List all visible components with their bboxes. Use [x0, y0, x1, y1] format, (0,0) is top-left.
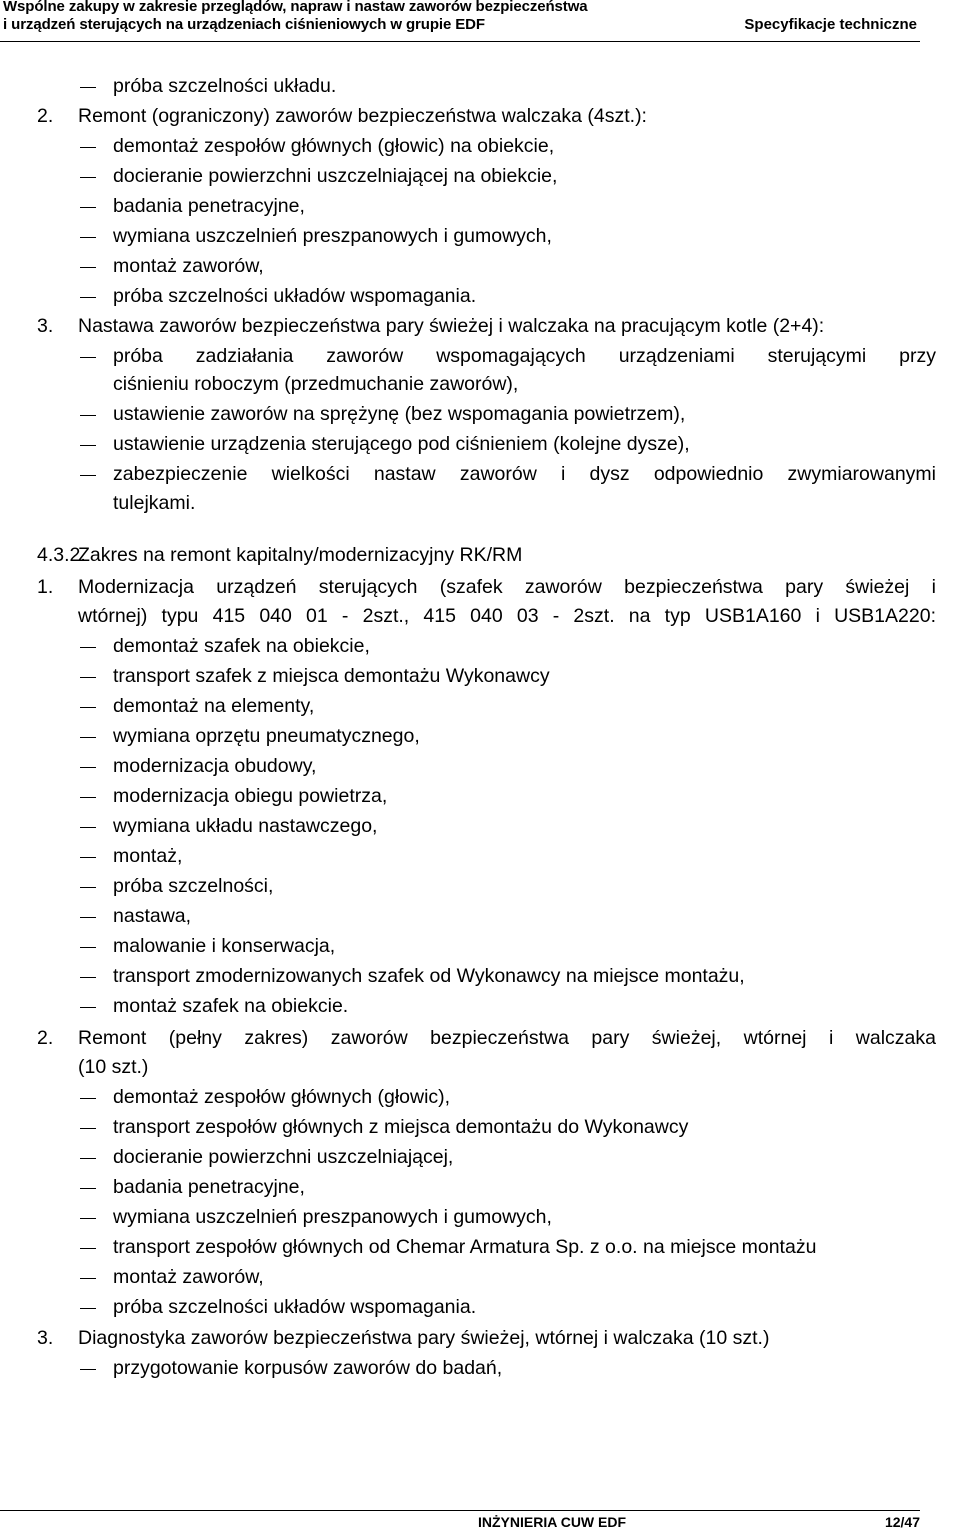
bullet-dash — [80, 1308, 96, 1309]
list-item: docieranie powierzchni uszczelniającej na obiekcie, — [113, 165, 558, 187]
numbered-item-text: Nastawa zaworów bezpieczeństwa pary świeżej i walczaka na pracującym kotle (2+4): — [78, 315, 825, 337]
bullet-dash — [80, 237, 96, 238]
list-item: transport zespołów głównych od Chemar Armatura Sp. z o.o. na miejsce montażu — [113, 1236, 817, 1258]
list-item: montaż, — [113, 845, 183, 867]
bullet-dash — [80, 677, 96, 678]
bullet-dash — [80, 947, 96, 948]
item-number: 1. — [37, 576, 54, 598]
list-item: transport zespołów głównych z miejsca demontażu do Wykonawcy — [113, 1116, 689, 1138]
list-item: montaż szafek na obiekcie. — [113, 995, 349, 1017]
page-footer — [0, 1510, 920, 1531]
bullet-dash — [80, 827, 96, 828]
list-item-continuation: tulejkami. — [113, 492, 196, 514]
numbered-item-text: Remont (pełny zakres) zaworów bezpieczeństwa pary świeżej, wtórnej i walczaka — [78, 1027, 936, 1049]
list-item: ustawienie zaworów na sprężynę (bez wspomagania powietrzem), — [113, 403, 686, 425]
bullet-dash — [80, 1128, 96, 1129]
numbered-item-text: Diagnostyka zaworów bezpieczeństwa pary świeżej, wtórnej i walczaka (10 szt.) — [78, 1327, 770, 1349]
bullet-dash — [80, 917, 96, 918]
numbered-item-text: Modernizacja urządzeń sterujących (szafek zaworów bezpieczeństwa pary świeżej i — [78, 576, 936, 598]
list-item: próba zadziałania zaworów wspomagających urządzeniami sterującymi przy — [113, 345, 936, 367]
bullet-dash — [80, 1188, 96, 1189]
list-item: próba szczelności układu. — [113, 75, 337, 97]
bullet-dash — [80, 297, 96, 298]
footer-divider — [0, 1510, 920, 1511]
list-item: transport szafek z miejsca demontażu Wykonawcy — [113, 665, 550, 687]
bullet-dash — [80, 1007, 96, 1008]
list-item: próba szczelności, — [113, 875, 274, 897]
list-item: badania penetracyjne, — [113, 195, 305, 217]
bullet-dash — [80, 797, 96, 798]
page-header — [0, 0, 920, 44]
bullet-dash — [80, 1248, 96, 1249]
list-item: docieranie powierzchni uszczelniającej, — [113, 1146, 454, 1168]
bullet-dash — [80, 887, 96, 888]
list-item: nastawa, — [113, 905, 192, 927]
bullet-dash — [80, 857, 96, 858]
bullet-dash — [80, 87, 96, 88]
list-item: montaż zaworów, — [113, 255, 264, 277]
list-item: próba szczelności układów wspomagania. — [113, 285, 477, 307]
bullet-dash — [80, 767, 96, 768]
section-number: 4.3.2. — [37, 544, 86, 566]
numbered-item-continuation: (10 szt.) — [78, 1056, 149, 1078]
list-item: modernizacja obudowy, — [113, 755, 317, 777]
list-item: demontaż szafek na obiekcie, — [113, 635, 370, 657]
bullet-dash — [80, 977, 96, 978]
section-title: Zakres na remont kapitalny/modernizacyjny RK/RM — [78, 544, 523, 566]
item-number: 3. — [37, 315, 54, 337]
list-item: malowanie i konserwacja, — [113, 935, 336, 957]
bullet-dash — [80, 177, 96, 178]
item-number: 2. — [37, 105, 54, 127]
bullet-dash — [80, 1098, 96, 1099]
list-item: transport zmodernizowanych szafek od Wykonawcy na miejsce montażu, — [113, 965, 745, 987]
bullet-dash — [80, 475, 96, 476]
list-item: wymiana uszczelnień preszpanowych i gumowych, — [113, 1206, 552, 1228]
bullet-dash — [80, 1278, 96, 1279]
bullet-dash — [80, 147, 96, 148]
list-item: ustawienie urządzenia sterującego pod ciśnieniem (kolejne dysze), — [113, 433, 690, 455]
bullet-dash — [80, 1369, 96, 1370]
numbered-item-continuation: wtórnej) typu 415 040 01 - 2szt., 415 040 03 - 2szt. na typ USB1A160 i USB1A220: — [78, 605, 936, 627]
bullet-dash — [80, 707, 96, 708]
list-item: demontaż zespołów głównych (głowic), — [113, 1086, 451, 1108]
header-title-line1: Wspólne zakupy w zakresie przeglądów, napraw i nastaw zaworów bezpieczeństwa — [3, 0, 588, 15]
bullet-dash — [80, 445, 96, 446]
footer-brand: INŻYNIERIA CUW EDF — [478, 1514, 627, 1530]
bullet-dash — [80, 737, 96, 738]
bullet-dash — [80, 1158, 96, 1159]
item-number: 3. — [37, 1327, 54, 1349]
header-section-label: Specyfikacje techniczne — [744, 16, 917, 33]
list-item: badania penetracyjne, — [113, 1176, 305, 1198]
header-divider — [0, 41, 920, 42]
bullet-dash — [80, 647, 96, 648]
bullet-dash — [80, 357, 96, 358]
list-item: demontaż na elementy, — [113, 695, 315, 717]
item-number: 2. — [37, 1027, 54, 1049]
list-item: modernizacja obiegu powietrza, — [113, 785, 388, 807]
numbered-item-text: Remont (ograniczony) zaworów bezpieczeństwa walczaka (4szt.): — [78, 105, 647, 127]
list-item: wymiana układu nastawczego, — [113, 815, 378, 837]
page-number: 12/47 — [884, 1514, 920, 1530]
bullet-dash — [80, 267, 96, 268]
list-item: wymiana oprzętu pneumatycznego, — [113, 725, 420, 747]
list-item: montaż zaworów, — [113, 1266, 264, 1288]
header-title-line2: i urządzeń sterujących na urządzeniach ciśnieniowych w grupie EDF — [3, 16, 485, 33]
list-item: zabezpieczenie wielkości nastaw zaworów i dysz odpowiednio zwymiarowanymi — [113, 463, 936, 485]
bullet-dash — [80, 415, 96, 416]
list-item-continuation: ciśnieniu roboczym (przedmuchanie zaworów), — [113, 373, 519, 395]
list-item: wymiana uszczelnień preszpanowych i gumowych, — [113, 225, 552, 247]
list-item: demontaż zespołów głównych (głowic) na obiekcie, — [113, 135, 555, 157]
list-item: próba szczelności układów wspomagania. — [113, 1296, 477, 1318]
list-item: przygotowanie korpusów zaworów do badań, — [113, 1357, 503, 1379]
bullet-dash — [80, 207, 96, 208]
bullet-dash — [80, 1218, 96, 1219]
